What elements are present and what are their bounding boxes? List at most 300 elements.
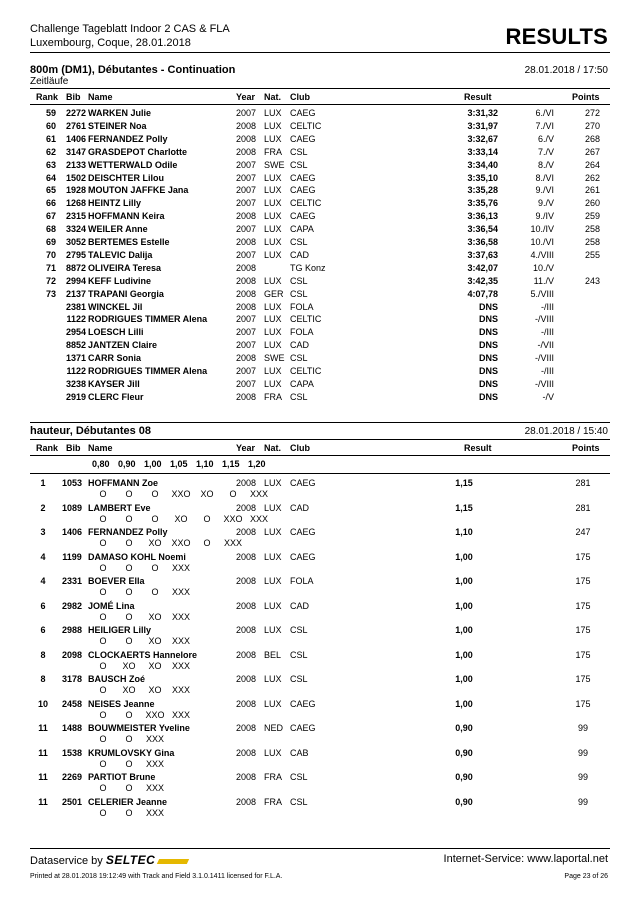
nationality: LUX [264,551,282,562]
points: 268 [584,133,600,144]
section2-column-header [30,443,610,455]
athlete-name: WARKEN Julie [88,108,152,118]
points: 259 [584,211,600,222]
section1-top-rule [30,88,610,89]
attempt: XXX [145,807,164,818]
nationality: LUX [264,698,282,709]
club: CELTIC [290,120,322,131]
attempt: O [151,513,159,524]
nationality: LUX [264,224,282,235]
rank: 61 [45,133,56,144]
bib: 3178 [61,674,83,684]
table-row [30,160,610,172]
heat-place: 6./VI [535,108,554,118]
table-row [30,276,610,288]
result: 1,00 [455,698,473,709]
attempt: O [125,611,133,622]
points: 267 [584,146,600,157]
club: CSL [290,772,308,782]
table-row [30,237,610,249]
rank: 67 [45,211,56,222]
athlete-name: DEISCHTER Lilou [88,172,164,183]
bar-height: 1,15 [222,459,240,469]
points: 175 [575,600,591,611]
club: FOLA [290,301,314,312]
section2-title: hauteur, Débutantes 08 [30,425,152,437]
points: 175 [575,674,591,684]
club: CAD [290,340,310,351]
col-result: Result [464,92,492,102]
event-name: Challenge Tageblatt Indoor 2 CAS & FLA [30,23,230,35]
attempt: XXX [171,587,190,597]
result: 3:42,07 [467,262,498,273]
result: DNS [478,391,498,402]
attempt: O [99,685,107,695]
table-row [30,503,610,527]
col-rank: Rank [36,443,59,453]
bar-height: 1,20 [248,459,266,469]
points: 255 [584,249,600,260]
result: DNS [478,366,498,376]
athlete-name: HOFFMANN Keira [88,211,165,222]
header-divider [30,52,610,53]
club: CAEG [290,698,316,709]
attempt: O [99,807,107,818]
club: CSL [290,796,308,807]
attempt: O [99,660,107,671]
bar-height: 1,05 [170,459,188,469]
heights-row [30,459,610,471]
heat-place: 6./V [537,133,554,144]
bib: 2331 [61,576,83,586]
rank: 68 [45,224,56,235]
table-row [30,674,610,698]
attempt: XO [148,660,162,671]
athlete-name: PARTIOT Brune [88,772,156,782]
club: CAEG [290,527,316,537]
year: 2007 [236,172,257,183]
nationality: LUX [264,378,282,389]
attempt: XO [148,611,162,622]
result: 1,15 [455,502,473,513]
year: 2008 [236,551,257,562]
attempt: XXX [171,660,190,671]
bib: 1268 [65,198,86,209]
nationality: LUX [264,249,282,260]
event-location-date: Luxembourg, Coque, 28.01.2018 [30,37,191,49]
club: FOLA [290,327,314,338]
footer-rule [30,848,610,849]
year: 2007 [236,378,257,389]
club: CAEG [290,551,316,562]
table-row [30,366,610,378]
heat-place: 5./VIII [530,288,554,299]
heat-place: 11./V [533,275,554,286]
points: 258 [584,237,600,247]
attempt: O [99,783,107,793]
year: 2008 [236,649,257,660]
points: 261 [584,185,600,196]
col-rank: Rank [36,92,59,102]
club: CSL [290,288,308,299]
bib: 2098 [61,649,83,660]
year: 2008 [236,674,257,684]
bar-height: 1,10 [196,459,214,469]
nationality: LUX [264,340,282,351]
bib: 2137 [65,288,86,299]
club: CELTIC [290,366,322,376]
section1-subtitle: Zeitläufe [30,76,69,87]
table-row [30,134,610,146]
nationality: FRA [264,391,282,402]
result: 3:42,35 [467,275,498,286]
club: CSL [290,353,308,364]
bib: 2501 [61,796,83,807]
attempt: XXX [223,538,242,548]
page-number: Page 23 of 26 [564,873,608,880]
bib: 2269 [61,772,83,782]
year: 2007 [236,159,257,170]
club: FOLA [290,576,314,586]
club: CAPA [290,378,314,389]
result: 3:36,58 [467,237,498,247]
col-club: Club [290,92,310,102]
year: 2007 [236,314,257,325]
year: 2007 [236,366,257,376]
club: CAB [290,747,309,758]
bar-height: 0,90 [118,459,136,469]
attempt: O [99,758,107,769]
attempt: XO [148,685,162,695]
col-bib: Bib [66,92,81,102]
internet-service: Internet-Service: www.laportal.net [443,853,608,865]
rank: 63 [45,159,56,170]
points: 270 [584,120,600,131]
result: 3:31,97 [467,120,498,131]
seltec-logo: SELTEC [105,853,156,867]
result: 4:07,78 [467,288,498,299]
bib: 1089 [61,502,83,513]
table-row [30,250,610,262]
nationality: LUX [264,314,282,325]
attempt: XO [148,538,162,548]
points: 247 [575,527,591,537]
result: DNS [478,353,498,364]
year: 2008 [236,211,257,222]
points: 175 [575,551,591,562]
attempt: XO [148,636,162,646]
result: 0,90 [455,772,473,782]
bib: 1488 [61,723,83,733]
year: 2008 [236,772,257,782]
year: 2008 [236,120,257,131]
result: 0,90 [455,747,473,758]
attempt: O [151,587,159,597]
year: 2007 [236,185,257,196]
section1-date: 28.01.2018 / 17:50 [524,65,608,76]
athlete-name: CLERC Fleur [88,391,144,402]
rank: 2 [40,502,46,513]
col-year: Year [236,443,256,453]
attempt: O [125,783,133,793]
bib: 1371 [65,353,86,364]
club: CAPA [290,224,314,235]
heat-place: -/VIII [534,353,554,364]
rank: 3 [40,527,46,537]
rank: 64 [45,172,56,183]
bib: 2988 [61,625,83,635]
bib: 1122 [66,314,86,325]
heat-place: -/VIII [534,378,554,389]
year: 2008 [236,133,257,144]
result: 3:35,10 [467,172,498,183]
heat-place: 7./VI [535,120,554,131]
attempt: O [99,611,107,622]
bib: 2994 [65,275,86,286]
col-name: Name [88,92,113,102]
athlete-name: HOFFMANN Zoe [88,478,158,488]
club: CAEG [290,211,316,222]
points: 243 [584,275,600,286]
athlete-name: FERNANDEZ Polly [88,133,168,144]
club: CSL [290,649,308,660]
athlete-name: BAUSCH Zoé [88,674,146,684]
year: 2008 [236,747,257,758]
attempt: XO [122,660,136,671]
nationality: SWE [264,353,285,364]
result: 1,00 [455,576,473,586]
attempt: O [99,709,107,720]
club: CELTIC [290,198,322,209]
heat-place: -/III [541,366,554,376]
athlete-name: NEISES Jeanne [88,698,155,709]
athlete-name: JANTZEN Claire [88,340,158,351]
section1-column-header [30,92,610,104]
athlete-name: HEILIGER Lilly [88,625,152,635]
year: 2008 [236,527,257,537]
result: 3:31,32 [467,108,498,118]
nationality: LUX [264,478,282,488]
table-row [30,723,610,747]
result: 3:34,40 [467,159,498,170]
athlete-name: STEINER Noa [88,120,147,131]
club: CAEG [290,133,316,144]
rank: 11 [38,772,48,782]
points: 264 [584,159,600,170]
result: 1,00 [455,625,473,635]
rank: 11 [38,796,48,807]
heat-place: -/VIII [534,314,554,325]
rank: 69 [45,237,56,247]
heat-place: 9./V [537,198,554,209]
nationality: LUX [264,275,282,286]
year: 2008 [236,723,257,733]
athlete-name: TRAPANI Georgia [88,288,164,299]
nationality: LUX [264,747,282,758]
nationality: LUX [264,198,282,209]
points: 258 [584,224,600,235]
table-row [30,198,610,210]
table-row [30,121,610,133]
heat-place: 9./IV [535,211,554,222]
nationality: BEL [264,649,282,660]
attempt: O [125,636,133,646]
athlete-name: TALEVIC Dalija [88,249,153,260]
attempt: XXX [171,636,190,646]
year: 2008 [236,625,257,635]
year: 2008 [236,796,257,807]
result: 3:36,13 [467,211,498,222]
table-row [30,772,610,796]
attempt: O [151,489,159,499]
year: 2008 [236,698,257,709]
result: 1,10 [455,527,473,537]
rank: 70 [45,249,56,260]
rank: 11 [38,747,48,758]
attempt: O [99,538,107,548]
bib: 2795 [65,249,86,260]
athlete-name: RODRIGUES TIMMER Alena [88,314,208,325]
rank: 4 [40,576,46,586]
points: 99 [577,723,588,733]
nationality: FRA [264,796,282,807]
athlete-name: BERTEMES Estelle [88,237,170,247]
result: 1,00 [455,649,473,660]
heat-place: -/III [541,301,554,312]
nationality: FRA [264,146,282,157]
bib: 2919 [65,391,86,402]
col-nat: Nat. [264,443,282,453]
athlete-name: KEFF Ludivine [88,275,151,286]
table-row [30,625,610,649]
col-name: Name [88,443,113,453]
heat-place: 8./V [537,159,554,170]
result: 1,00 [455,551,473,562]
nationality: SWE [264,159,285,170]
printed-info: Printed at 28.01.2018 19:12:49 with Track and Field 3.1.0.1411 licensed for F.L.A. [30,873,283,880]
year: 2007 [236,108,257,118]
bib: 3147 [65,146,86,157]
rank: 73 [45,288,56,299]
attempt: XXX [171,562,190,573]
table-row [30,340,610,352]
attempt: O [125,513,133,524]
club: CSL [290,674,308,684]
attempt: XXX [249,489,268,499]
table-row [30,527,610,551]
bib: 2381 [65,301,86,312]
athlete-name: WINCKEL Jil [88,301,143,312]
bib: 2315 [65,211,86,222]
points: 99 [577,796,588,807]
results-title: RESULTS [505,24,608,49]
heat-place: 9./VI [535,185,554,196]
nationality: LUX [264,172,282,183]
attempt: O [99,636,107,646]
attempt: O [99,587,107,597]
result: DNS [478,301,498,312]
points: 262 [584,172,600,183]
result: 0,90 [455,796,473,807]
rank: 65 [45,185,56,196]
attempt: O [203,513,211,524]
attempt: XXX [171,709,190,720]
attempt: XO [174,513,188,524]
heat-place: -/VII [537,340,554,351]
rank: 71 [45,262,56,273]
table-row [30,478,610,502]
points: 281 [575,502,591,513]
table-row [30,314,610,326]
nationality: LUX [264,211,282,222]
heights-rule [30,473,610,474]
attempt: O [151,562,159,573]
bar-height: 0,80 [92,459,110,469]
points: 175 [575,576,591,586]
result: 3:36,54 [467,224,498,235]
col-year: Year [236,92,256,102]
attempt: XXX [145,783,164,793]
year: 2008 [236,478,257,488]
result: DNS [478,340,498,351]
attempt: XXX [145,758,164,769]
table-row [30,797,610,821]
table-row [30,302,610,314]
result: 1,00 [455,600,473,611]
year: 2008 [236,502,257,513]
attempt: O [99,489,107,499]
heat-place: -/V [542,391,554,402]
year: 2008 [236,146,257,157]
bib: 2761 [65,120,86,131]
athlete-name: FERNANDEZ Polly [88,527,168,537]
result: 3:35,28 [467,185,498,196]
club: CSL [290,146,308,157]
section2-top-divider [30,422,610,423]
bib: 1406 [61,527,83,537]
col-bib: Bib [66,443,81,453]
nationality: LUX [264,527,282,537]
bib: 1199 [62,551,82,562]
section2-top-rule [30,439,610,440]
nationality: LUX [264,108,282,118]
year: 2007 [236,224,257,235]
attempt: O [125,562,133,573]
bib: 3324 [65,224,86,235]
points: 272 [584,108,600,118]
attempt: XXX [171,685,190,695]
result: 1,00 [455,674,473,684]
table-row [30,748,610,772]
col-points: Points [572,92,600,102]
year: 2008 [236,391,257,402]
table-row [30,263,610,275]
bib: 3052 [65,237,86,247]
table-row [30,211,610,223]
athlete-name: CLOCKAERTS Hannelore [88,649,198,660]
bib: 2133 [65,159,86,170]
nationality: LUX [264,502,282,513]
athlete-name: BOEVER Ella [88,576,145,586]
result: DNS [478,314,498,325]
table-row [30,576,610,600]
nationality: LUX [264,327,282,338]
athlete-name: RODRIGUES TIMMER Alena [88,366,208,376]
bib: 3238 [65,378,86,389]
year: 2007 [236,198,257,209]
athlete-name: LOESCH Lilli [88,327,144,338]
attempt: XXX [249,513,268,524]
